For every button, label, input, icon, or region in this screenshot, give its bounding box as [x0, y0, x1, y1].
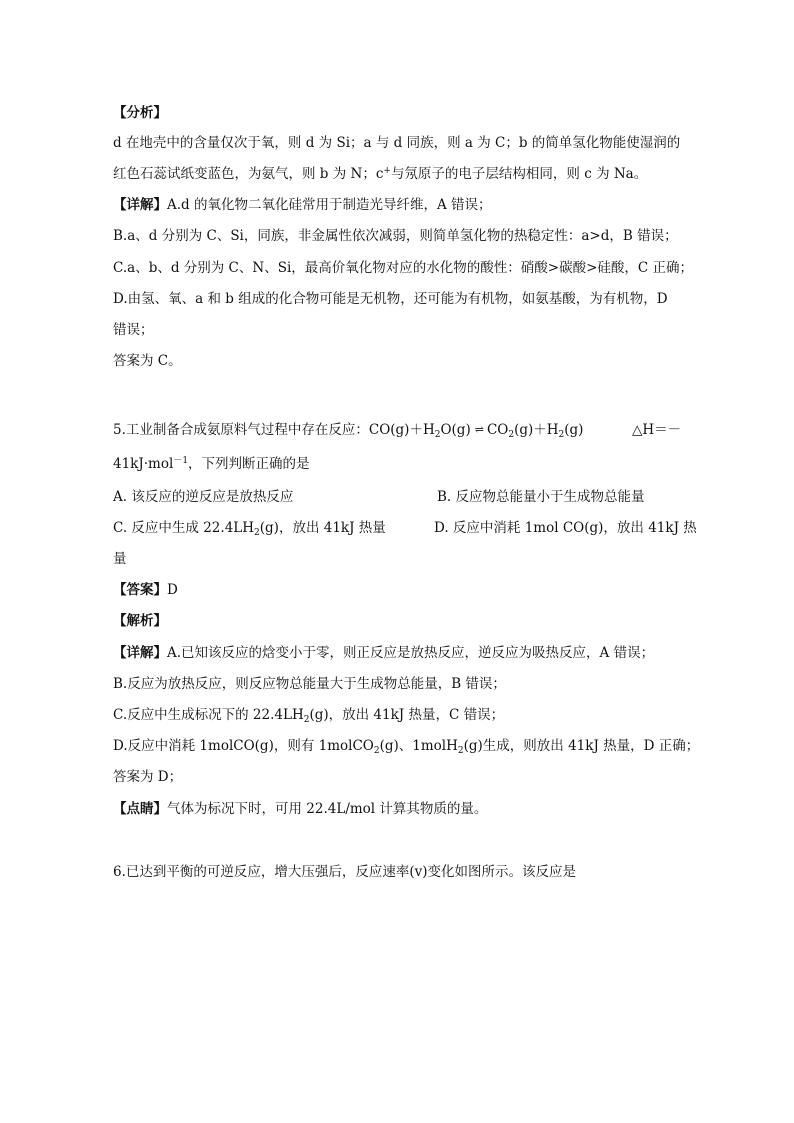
- detail-line-c: C.a、b、d 分别为 C、N、Si，最高价氧化物对应的水化物的酸性：硝酸>碳酸>硅酸，C 正确；: [113, 260, 694, 276]
- detail-line-d1: D.由氢、氧、a 和 b 组成的化合物可能是无机物，还可能为有机物，如氨基酸，为有机物，D: [113, 291, 668, 307]
- answer-line: 答案为 C。: [113, 353, 182, 369]
- q5-detail-b: B.反应为放热反应，则反应物总能量大于生成物总能量，B 错误；: [113, 676, 506, 692]
- q5-note: 【点睛】气体为标况下时，可用 22.4L/mol 计算其物质的量。: [113, 801, 488, 817]
- q6-stem: 6.已达到平衡的可逆反应，增大压强后，反应速率(v)变化如图所示。该反应是: [113, 864, 577, 880]
- analysis-paragraph-line1: d 在地壳中的含量仅次于氧，则 d 为 Si；a 与 d 同族，则 a 为 C；b 的简单氢化物能使湿润的: [113, 135, 681, 151]
- detail-line-d2: 错误；: [113, 322, 154, 338]
- q5-option-d-line1: D. 反应中消耗 1mol CO(g)，放出 41kJ 热: [434, 520, 697, 536]
- q5-enthalpy: △H＝－: [632, 422, 682, 438]
- q5-detail-d: D.反应中消耗 1molCO(g)，则有 1molCO$_2$(g)、1molH$_2$(g)生成，则放出 41kJ 热量，D 正确；: [113, 738, 700, 756]
- q5-option-b: B. 反应物总能量小于生成物总能量: [437, 489, 645, 505]
- q5-analysis-heading: 【解析】: [113, 613, 167, 629]
- detail-line-a: 【详解】A.d 的氧化物二氧化硅常用于制造光导纤维，A 错误；: [113, 197, 492, 213]
- analysis-heading: 【分析】: [113, 105, 167, 121]
- q5-answer: 【答案】D: [113, 582, 178, 598]
- q5-detail-c: C.反应中生成标况下的 $22.4LH_2(g)$，放出 41kJ 热量，C 错误；: [113, 707, 505, 725]
- q5-option-c: C. 反应中生成 $22.4LH_2(g)$，放出 41kJ 热量: [113, 520, 386, 538]
- q5-stem-line2: 41kJ·mol$^{-1}$，下列判断正确的是: [113, 456, 310, 472]
- q5-option-a: A. 该反应的逆反应是放热反应: [113, 489, 294, 505]
- q5-detail-a: 【详解】A.已知该反应的焓变小于零，则正反应是放热反应，逆反应为吸热反应，A 错误；: [113, 645, 655, 661]
- equilibrium-arrow-icon: ⇌: [474, 423, 483, 436]
- q5-option-d-line2: 量: [113, 551, 127, 567]
- detail-line-b: B.a、d 分别为 C、Si，同族，非金属性依次减弱，则简单氢化物的热稳定性：a>d，B 错误；: [113, 228, 678, 244]
- analysis-paragraph-line2: 红色石蕊试纸变蓝色，为氨气，则 b 为 N；c+与氖原子的电子层结构相同，则 c 为 Na。: [113, 166, 648, 182]
- q5-stem-line1: 5.工业制备合成氨原料气过程中存在反应：$CO(g)+H_2O(g)$ ⇌ $CO_2(g)+H_2(g)$: [113, 422, 584, 440]
- q5-answer-line: 答案为 D；: [113, 769, 183, 785]
